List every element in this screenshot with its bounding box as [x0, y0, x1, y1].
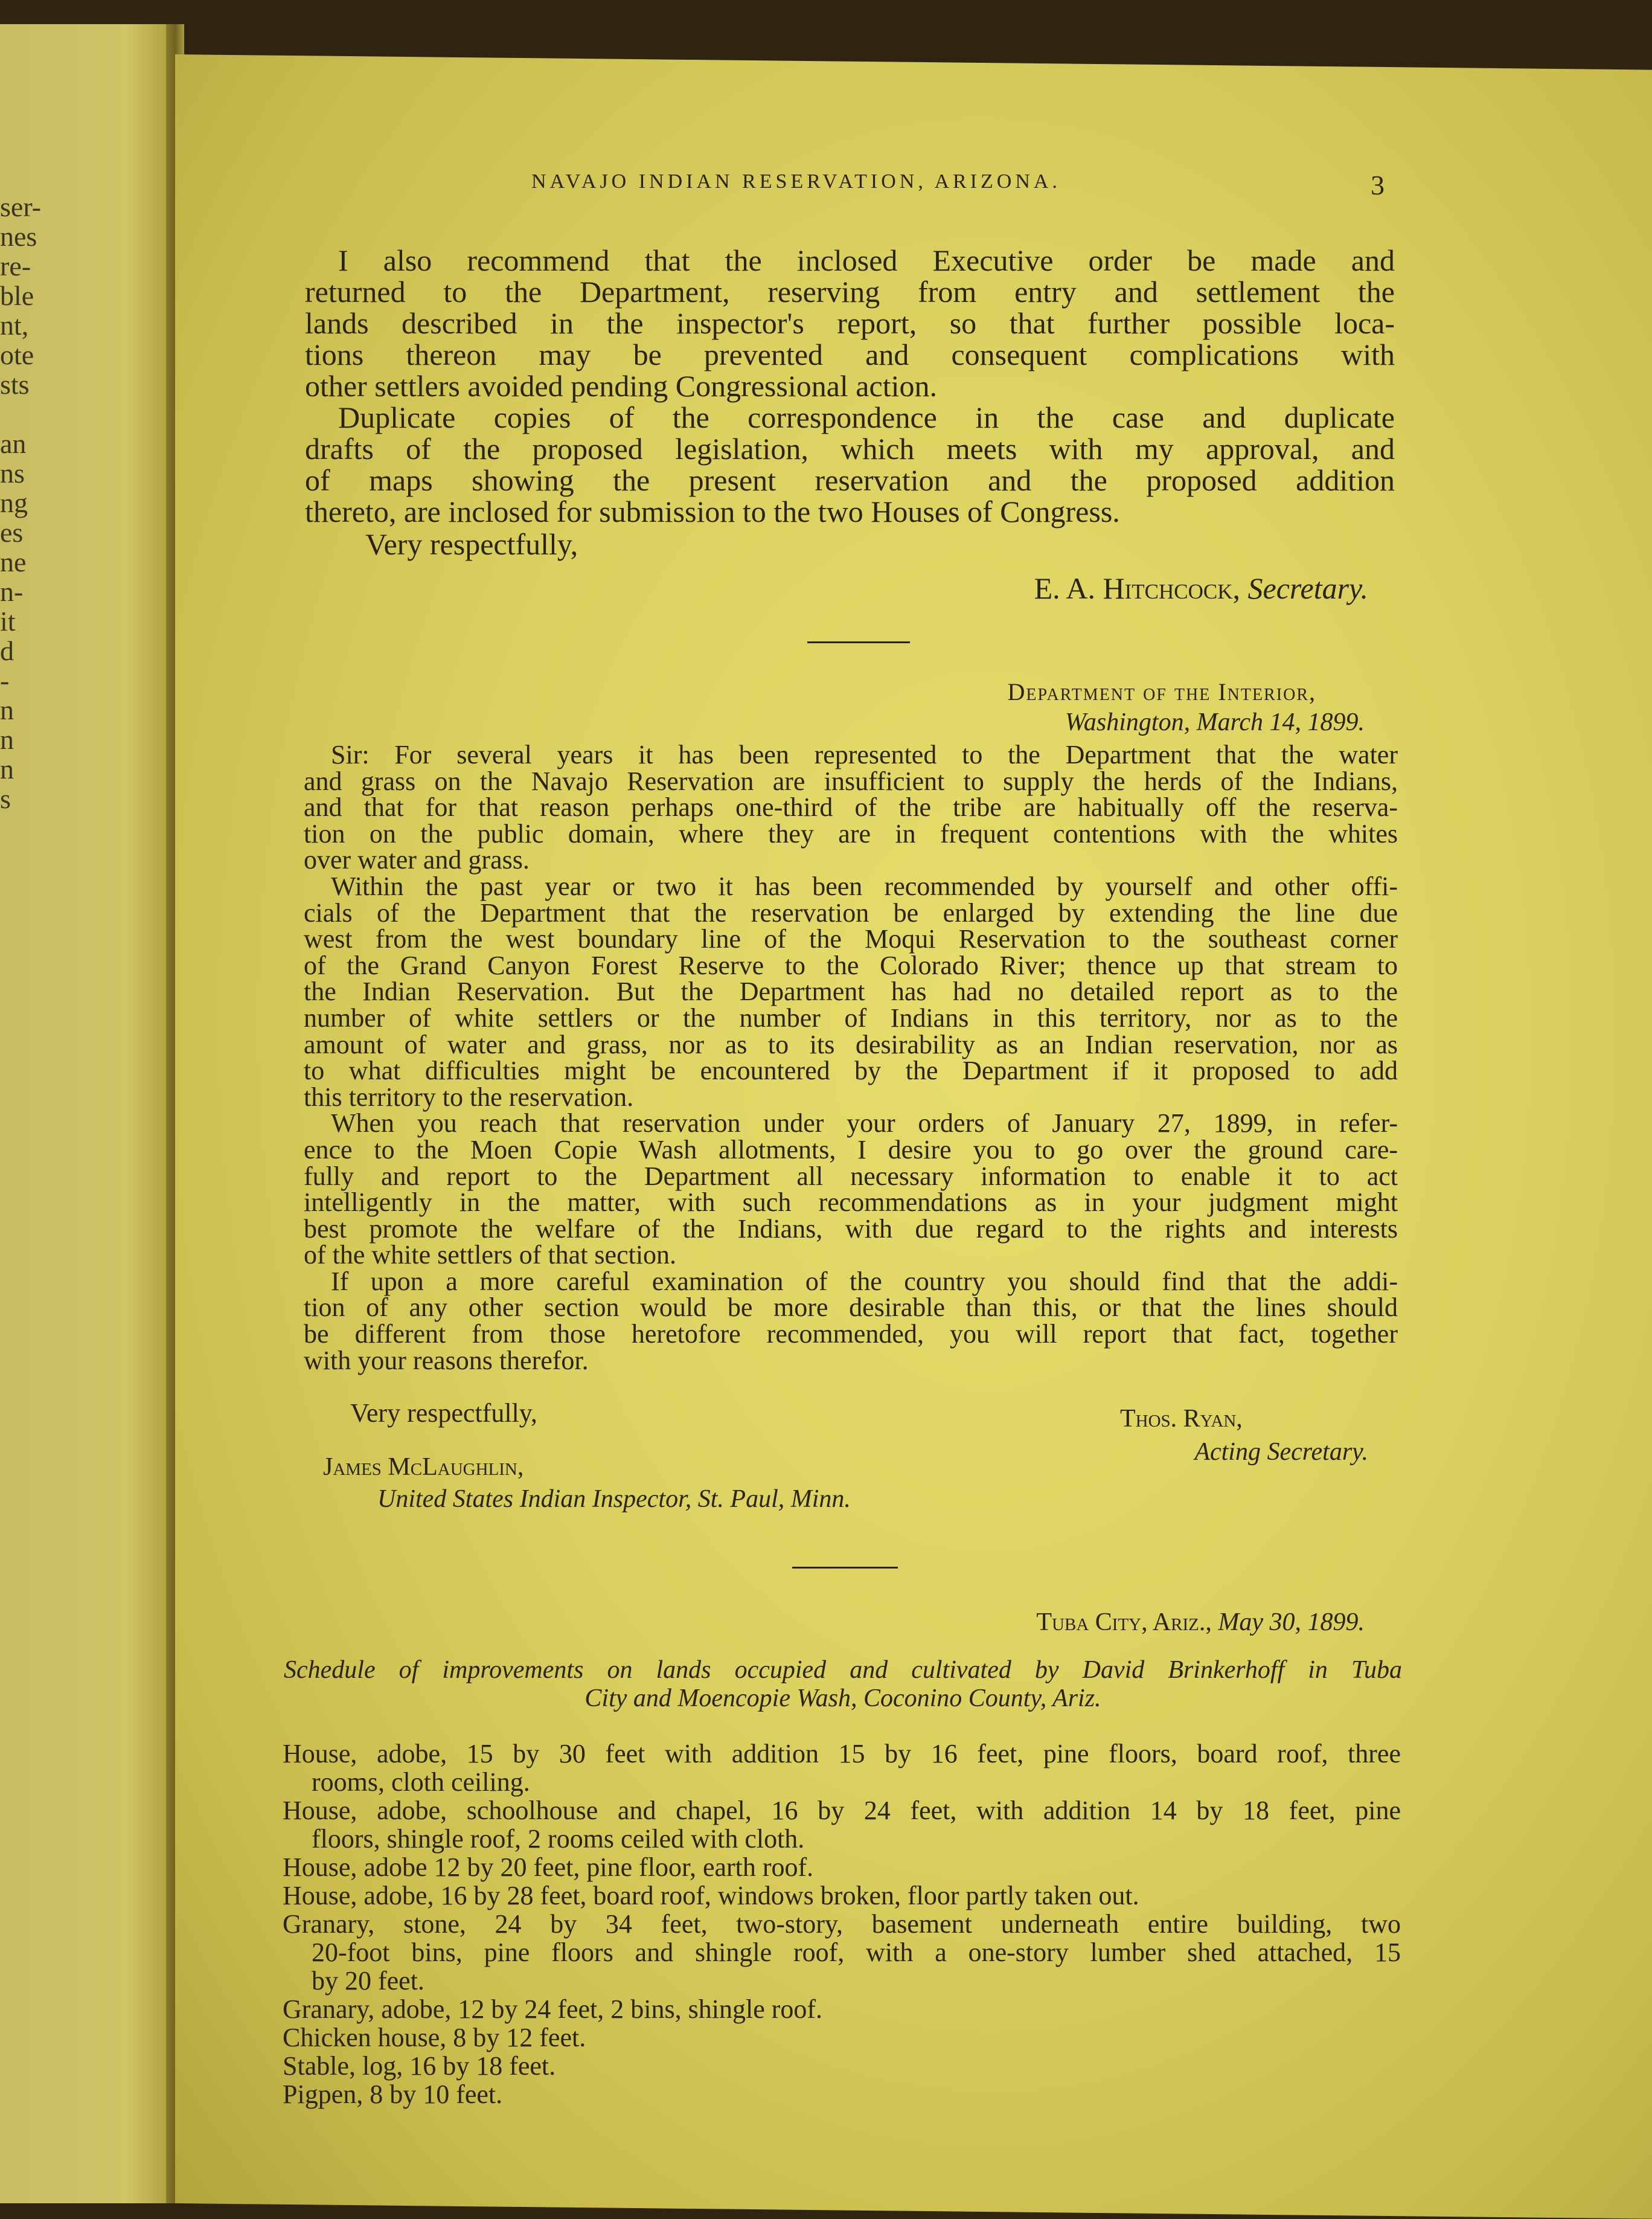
schedule-item-line: Granary, adobe, 12 by 24 feet, 2 bins, shingle roof.: [283, 1994, 823, 2024]
paragraph-line: of the white settlers of that section.: [304, 1240, 677, 1270]
paragraph-line: to what difficulties might be encountered by the Department if it proposed to add: [304, 1056, 1398, 1086]
schedule-item-line: floors, shingle roof, 2 rooms ceiled with cloth.: [312, 1824, 805, 1854]
facing-page-fragment: sts: [0, 369, 30, 400]
letter-2-dateline-dept: Department of the Interior,: [1007, 678, 1316, 705]
paragraph-line: and grass on the Navajo Reservation are insufficient to supply the herds of the Indians,: [304, 766, 1398, 796]
schedule-dateline-place: Tuba City, Ariz.,: [1036, 1608, 1212, 1636]
facing-page-fragment: es: [0, 517, 24, 548]
schedule-item-line: House, adobe 12 by 20 feet, pine floor, earth roof.: [283, 1852, 814, 1882]
paragraph-line: be different from those heretofore recommended, you will report that fact, together: [304, 1319, 1398, 1349]
letter-2-signer-name: Thos. Ryan,: [1120, 1405, 1243, 1433]
section-divider: [807, 641, 910, 643]
letter-1-body: [305, 245, 1395, 527]
facing-page-fragment: ng: [0, 487, 28, 518]
schedule-item-line: 20-foot bins, pine floors and shingle roof, with a one-story lumber shed attached, 15: [312, 1938, 1401, 1967]
schedule-dateline: [1036, 1608, 1365, 1637]
page-number: 3: [1371, 170, 1385, 201]
section-divider: [792, 1567, 898, 1569]
facing-page-fragment: n: [0, 724, 14, 755]
facing-page-fragment: -: [0, 665, 10, 696]
facing-page-fragment: ble: [0, 280, 34, 311]
paragraph-line: returned to the Department, reserving from entry and settlement the: [305, 275, 1395, 309]
paragraph-line: drafts of the proposed legislation, which meets with my approval, and: [305, 432, 1395, 466]
paragraph-line: over water and grass.: [304, 845, 530, 875]
paragraph-line: number of white settlers or the number of Indians in this territory, nor as to the: [304, 1003, 1398, 1033]
facing-page-fragment: n: [0, 754, 14, 785]
letter-1-closing: Very respectfully,: [365, 527, 578, 561]
paragraph-line: other settlers avoided pending Congressional action.: [305, 369, 937, 403]
paragraph-line: amount of water and grass, nor as to its desirability as an Indian reservation, nor as: [304, 1029, 1398, 1059]
facing-page-fragment: re-: [0, 251, 31, 281]
paragraph-line: cials of the Department that the reservation be enlarged by extending the line due: [304, 898, 1398, 928]
paragraph-line: and that for that reason perhaps one-third of the tribe are habitually off the reserva-: [304, 792, 1398, 823]
running-header: NAVAJO INDIAN RESERVATION, ARIZONA.: [531, 170, 1061, 193]
facing-page-fragment: ne: [0, 547, 27, 577]
facing-page-fragment: ote: [0, 339, 34, 370]
schedule-item-line: House, adobe, 16 by 28 feet, board roof, windows broken, floor partly taken out.: [283, 1881, 1139, 1910]
signer-title: Secretary.: [1247, 571, 1368, 605]
schedule-item-line: Granary, stone, 24 by 34 feet, two-story, basement underneath entire building, two: [283, 1909, 1401, 1939]
facing-page-fragment: nt,: [0, 310, 29, 341]
paragraph-line: ence to the Moen Copie Wash allotments, I desire you to go over the ground care-: [304, 1134, 1398, 1164]
schedule-item-line: House, adobe, 15 by 30 feet with addition 15 by 16 feet, pine floors, board roof, three: [283, 1739, 1401, 1768]
facing-page-fragment: n-: [0, 576, 24, 607]
paragraph-line: If upon a more careful examination of the country you should find that the addi-: [331, 1266, 1398, 1296]
letter-2-closing: Very respectfully,: [350, 1398, 537, 1428]
facing-page-fragment: n: [0, 695, 14, 725]
schedule-item-line: rooms, cloth ceiling.: [312, 1767, 530, 1797]
addressee-name: James McLaughlin,: [323, 1453, 524, 1481]
letter-1-signature: [1034, 573, 1368, 604]
paragraph-line: lands described in the inspector's report, so that further possible loca-: [305, 306, 1395, 340]
addressee-title: United States Indian Inspector, St. Paul, Minn.: [377, 1485, 851, 1513]
schedule-items: [283, 1739, 1401, 2108]
schedule-dateline-date: May 30, 1899.: [1218, 1608, 1365, 1636]
paragraph-line: of the Grand Canyon Forest Reserve to the Colorado River; thence up that stream to: [304, 950, 1398, 980]
schedule-caption: [284, 1656, 1402, 1713]
paragraph-line: this territory to the reservation.: [304, 1082, 634, 1112]
facing-page-fragment: s: [0, 783, 11, 814]
paragraph-line: thereto, are inclosed for submission to the two Houses of Congress.: [305, 495, 1120, 528]
paragraph-line: with your reasons therefor.: [304, 1345, 589, 1375]
facing-page-fragment: ser-: [0, 191, 42, 222]
letter-2-body: [304, 742, 1398, 1373]
paragraph-line: tion of any other section would be more desirable than this, or that the lines should: [304, 1293, 1398, 1323]
facing-page-fragment: an: [0, 428, 27, 459]
facing-page-fragment: ns: [0, 458, 25, 489]
facing-page-fragment: d: [0, 635, 14, 666]
paragraph-line: Duplicate copies of the correspondence in the case and duplicate: [338, 400, 1395, 434]
schedule-item-line: by 20 feet.: [312, 1966, 424, 1996]
paragraph-line: Sir: For several years it has been represented to the Department that the water: [331, 740, 1398, 769]
schedule-item-line: Stable, log, 16 by 18 feet.: [283, 2051, 556, 2081]
caption-line: Schedule of improvements on lands occupied and cultivated by David Brinkerhoff in Tuba: [284, 1656, 1402, 1684]
facing-page-fragment: it: [0, 606, 16, 637]
paragraph-line: Within the past year or two it has been recommended by yourself and other offi-: [331, 871, 1398, 901]
paragraph-line: tions thereon may be prevented and consequent complications with: [305, 338, 1395, 371]
signer-name: E. A. Hitchcock,: [1034, 571, 1241, 605]
paragraph-line: When you reach that reservation under your orders of January 27, 1899, in refer-: [331, 1108, 1398, 1138]
schedule-item-line: Pigpen, 8 by 10 feet.: [283, 2079, 503, 2109]
schedule-item-line: House, adobe, schoolhouse and chapel, 16 by 24 feet, with addition 14 by 18 feet, pine: [283, 1796, 1401, 1825]
paragraph-line: fully and report to the Department all necessary information to enable it to act: [304, 1161, 1398, 1191]
paragraph-line: best promote the welfare of the Indians, with due regard to the rights and interests: [304, 1213, 1398, 1244]
paragraph-line: tion on the public domain, where they are in frequent contentions with the whites: [304, 818, 1398, 849]
paragraph-line: of maps showing the present reservation and the proposed addition: [305, 463, 1395, 497]
letter-2-signer-title: Acting Secretary.: [1194, 1438, 1368, 1466]
paragraph-line: the Indian Reservation. But the Department has had no detailed report as to the: [304, 977, 1398, 1007]
paragraph-line: I also recommend that the inclosed Executive order be made and: [338, 243, 1395, 277]
letter-2-dateline-place-date: Washington, March 14, 1899.: [1065, 708, 1365, 736]
facing-page-fragment: nes: [0, 221, 37, 252]
paragraph-line: west from the west boundary line of the Moqui Reservation to the southeast corner: [304, 924, 1398, 954]
caption-line: City and Moencopie Wash, Coconino County, Ariz.: [584, 1684, 1101, 1712]
schedule-item-line: Chicken house, 8 by 12 feet.: [283, 2023, 586, 2052]
paragraph-line: intelligently in the matter, with such recommendations as in your judgment might: [304, 1187, 1398, 1218]
